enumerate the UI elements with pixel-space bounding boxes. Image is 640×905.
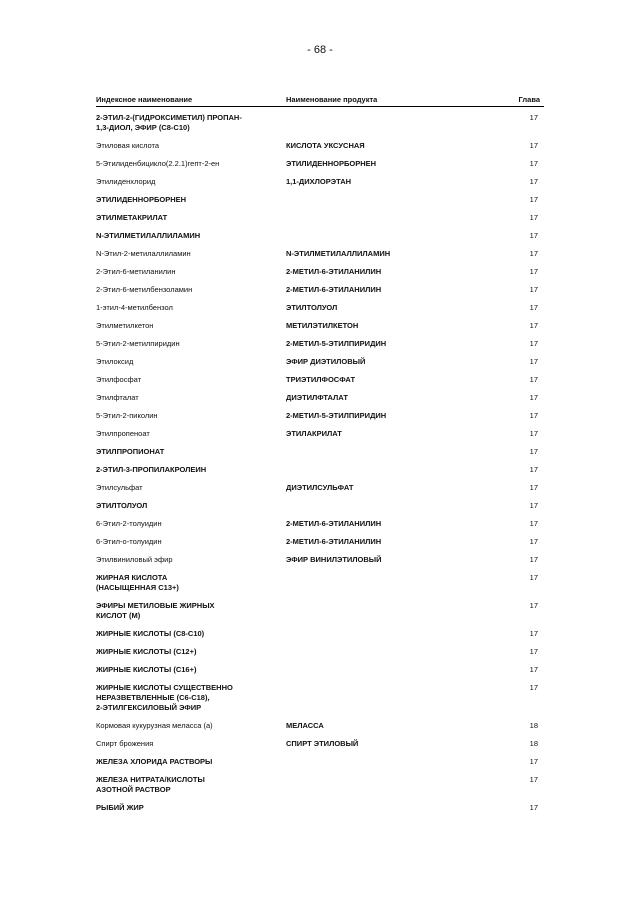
product-name-cell: ДИЭТИЛФТАЛАТ [286,393,348,402]
index-name-cell: 5-Этил-2-метилпиридин [96,339,180,348]
product-name-cell: 2-МЕТИЛ-6-ЭТИЛАНИЛИН [286,537,382,546]
index-name-cell: 5-Этил-2-пиколин [96,411,158,420]
product-name-cell: 2-МЕТИЛ-6-ЭТИЛАНИЛИН [286,519,382,528]
product-name-cell: ЭТИЛИДЕННОРБОРНЕН [286,159,377,168]
product-name-cell: 2-МЕТИЛ-5-ЭТИЛПИРИДИН [286,339,387,348]
index-name-cell: Этилсульфат [96,483,143,492]
index-name-cell: ЖИРНЫЕ КИСЛОТЫ (С8-С10) [96,629,205,638]
chapter-cell: 17 [529,501,538,510]
table-body [96,113,544,821]
product-name-cell: ЭФИР ДИЭТИЛОВЫЙ [286,357,366,366]
index-name-cell: N-Этил-2-метилаллиламин [96,249,191,258]
index-name-cell: 1-этил-4-метилбензол [96,303,173,312]
header-index-name: Индексное наименование [96,95,193,104]
index-name-cell: ЖЕЛЕЗА ХЛОРИДА РАСТВОРЫ [96,757,213,766]
index-name-cell: 6-Этил-о-толуидин [96,537,162,546]
index-name-cell: 2-ЭТИЛ-3-ПРОПИЛАКРОЛЕИН [96,465,207,474]
index-name-cell: N-ЭТИЛМЕТИЛАЛЛИЛАМИН [96,231,201,240]
index-name-cell: Этилпропеноат [96,429,150,438]
index-name-cell: 2-Этил-6-метиланилин [96,267,176,276]
product-name-cell: ЭТИЛАКРИЛАТ [286,429,342,438]
index-name-cell: РЫБИЙ ЖИР [96,803,144,812]
product-name-cell: МЕТИЛЭТИЛКЕТОН [286,321,359,330]
chapter-cell: 17 [529,803,538,812]
chapter-cell: 17 [529,393,538,402]
chapter-cell: 17 [529,757,538,766]
product-name-cell: 2-МЕТИЛ-5-ЭТИЛПИРИДИН [286,411,387,420]
chapter-cell: 17 [529,267,538,276]
index-name-cell: ЖИРНАЯ КИСЛОТА (НАСЫЩЕННАЯ С13+) [96,573,179,592]
chapter-cell: 17 [529,629,538,638]
index-name-cell: 6-Этил-2-толуидин [96,519,162,528]
page-number: - 68 - [307,44,333,56]
product-name-cell: N-ЭТИЛМЕТИЛАЛЛИЛАМИН [286,249,391,258]
chapter-cell: 17 [529,573,538,582]
index-name-cell: Этилвиниловый эфир [96,555,173,564]
index-name-cell: Этилметилкетон [96,321,154,330]
index-name-cell: ЖИРНЫЕ КИСЛОТЫ (С12+) [96,647,197,656]
chapter-cell: 17 [529,195,538,204]
index-name-cell: ЭТИЛИДЕННОРБОРНЕН [96,195,187,204]
index-name-cell: ЖИРНЫЕ КИСЛОТЫ СУЩЕСТВЕННО НЕРАЗВЕТВЛЕННЫЕ (С6-С18), 2-ЭТИЛГЕКСИЛОВЫЙ ЭФИР [96,683,233,712]
index-name-cell: ЭФИРЫ МЕТИЛОВЫЕ ЖИРНЫХ КИСЛОТ (М) [96,601,215,620]
chapter-cell: 18 [529,721,538,730]
chapter-cell: 17 [529,411,538,420]
chapter-cell: 17 [529,555,538,564]
index-name-cell: ЖИРНЫЕ КИСЛОТЫ (С16+) [96,665,197,674]
product-name-cell: 2-МЕТИЛ-6-ЭТИЛАНИЛИН [286,285,382,294]
index-name-cell: Этилфосфат [96,375,142,384]
chapter-cell: 17 [529,159,538,168]
chapter-cell: 17 [529,285,538,294]
chapter-cell: 17 [529,141,538,150]
chapter-cell: 17 [529,647,538,656]
index-name-cell: ЭТИЛМЕТАКРИЛАТ [96,213,168,222]
chapter-cell: 17 [529,375,538,384]
index-name-cell: ЭТИЛТОЛУОЛ [96,501,148,510]
index-name-cell: Кормовая кукурузная меласса (а) [96,721,213,730]
index-name-cell: Этилоксид [96,357,134,366]
index-name-cell: 2-ЭТИЛ-2-(ГИДРОКСИМЕТИЛ) ПРОПАН- 1,3-ДИОЛ, ЭФИР (С8-С10) [96,113,242,132]
chapter-cell: 17 [529,519,538,528]
chapter-cell: 17 [529,231,538,240]
product-name-cell: 1,1-ДИХЛОРЭТАН [286,177,352,186]
chapter-cell: 17 [529,601,538,610]
product-name-cell: 2-МЕТИЛ-6-ЭТИЛАНИЛИН [286,267,382,276]
chapter-cell: 17 [529,249,538,258]
chapter-cell: 17 [529,483,538,492]
table-header [96,94,544,107]
product-name-cell: ЭТИЛТОЛУОЛ [286,303,338,312]
product-name-cell: ТРИЭТИЛФОСФАТ [286,375,356,384]
chapter-cell: 17 [529,537,538,546]
chapter-cell: 17 [529,113,538,122]
chapter-cell: 17 [529,321,538,330]
chapter-cell: 17 [529,683,538,692]
header-product-name: Наименование продукта [286,95,378,104]
index-name-cell: Спирт брожения [96,739,154,748]
chapter-cell: 17 [529,303,538,312]
chapter-cell: 17 [529,429,538,438]
chapter-cell: 17 [529,177,538,186]
chapter-cell: 18 [529,739,538,748]
product-name-cell: МЕЛАССА [286,721,324,730]
index-name-cell: Этиловая кислота [96,141,160,150]
product-name-cell: ДИЭТИЛСУЛЬФАТ [286,483,354,492]
product-index-table [96,94,544,821]
index-name-cell: ЭТИЛПРОПИОНАТ [96,447,165,456]
product-name-cell: ЭФИР ВИНИЛЭТИЛОВЫЙ [286,555,382,564]
product-name-cell: КИСЛОТА УКСУСНАЯ [286,141,365,150]
chapter-cell: 17 [529,775,538,784]
index-name-cell: Этилиденхлорид [96,177,156,186]
chapter-cell: 17 [529,213,538,222]
product-name-cell: СПИРТ ЭТИЛОВЫЙ [286,739,359,748]
index-name-cell: ЖЕЛЕЗА НИТРАТА/КИСЛОТЫ АЗОТНОЙ РАСТВОР [96,775,205,794]
chapter-cell: 17 [529,339,538,348]
header-chapter: Глава [518,95,540,104]
chapter-cell: 17 [529,465,538,474]
index-name-cell: Этилфталат [96,393,139,402]
index-name-cell: 5-Этилиденбицикло(2.2.1)гепт-2-ен [96,159,220,168]
chapter-cell: 17 [529,447,538,456]
chapter-cell: 17 [529,357,538,366]
index-name-cell: 2-Этил-6-метилбензоламин [96,285,193,294]
chapter-cell: 17 [529,665,538,674]
